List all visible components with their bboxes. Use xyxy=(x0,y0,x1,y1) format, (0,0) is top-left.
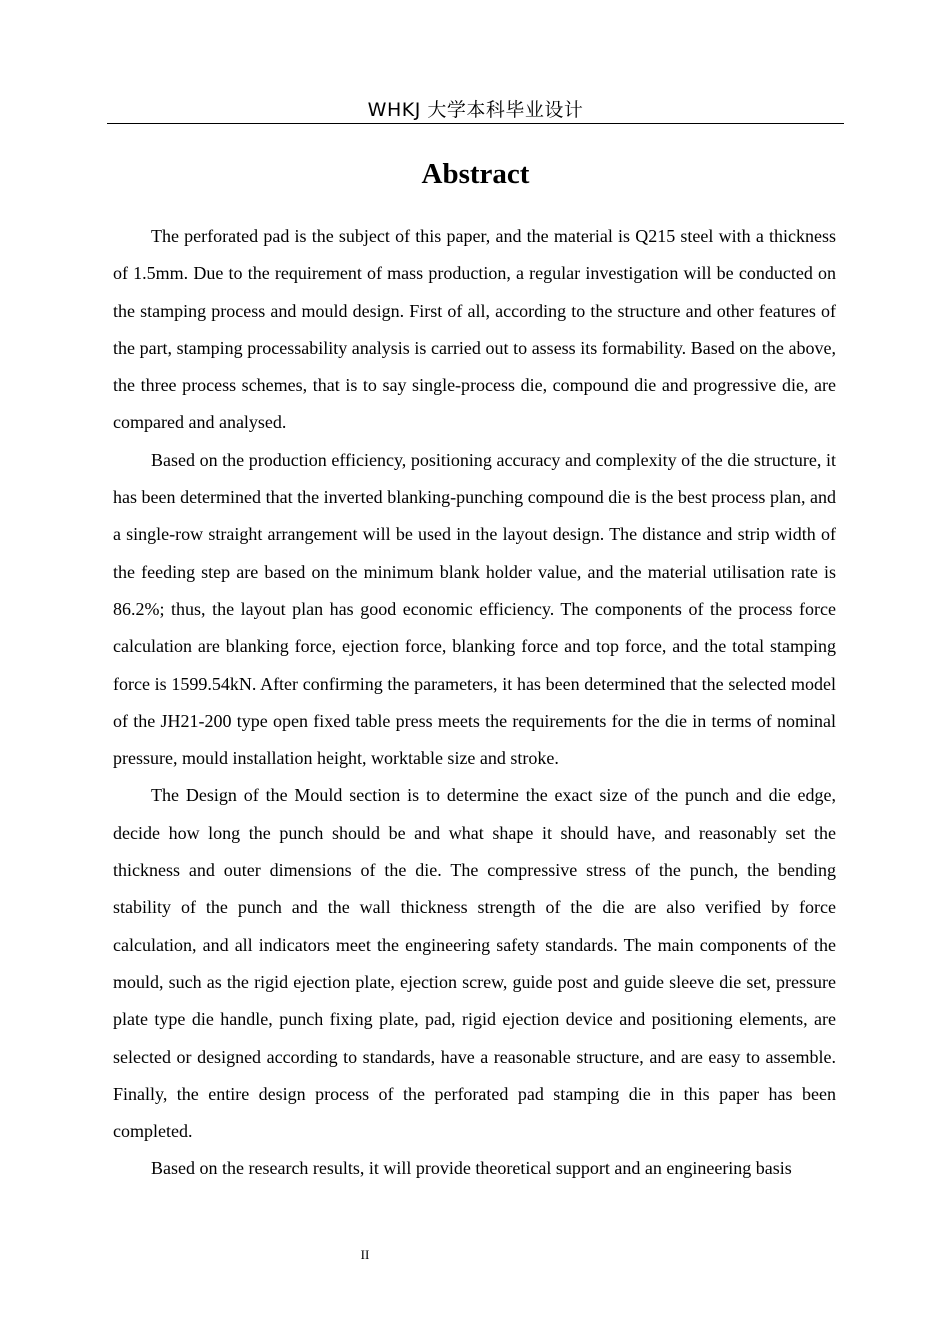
page-number: II xyxy=(360,1247,370,1262)
abstract-paragraph-2: Based on the production efficiency, positioning accuracy and complexity of the die structure, it has been determined that the inverted blanking-punching compound die is the best process plan, and a single-row straight arrangement will be used in the layout design. The distance and strip width of the feeding step are based on the minimum blank holder value, and the material utilisation rate is 86.2%; thus, the layout plan has good economic efficiency. The components of the process force calculation are blanking force, ejection force, blanking force and top force, and the total stamping force is 1599.54kN. After confirming the parameters, it has been determined that the selected model of the JH21-200 type open fixed table press meets the requirements for the die in terms of nominal pressure, mould installation height, worktable size and stroke. xyxy=(113,449,836,769)
header-divider xyxy=(107,123,844,124)
abstract-paragraph-4: Based on the research results, it will provide theoretical support and an engineering basis xyxy=(151,1158,792,1179)
abstract-paragraph-1: The perforated pad is the subject of this paper, and the material is Q215 steel with a thickness of 1.5mm. Due to the requirement of mass production, a regular investigation will be conducted on the stamping process and mould design. First of all, according to the structure and other features of the part, stamping processability analysis is carried out to assess its formability. Based on the above, the three process schemes, that is to say single-process die, compound die and progressive die, are compared and analysed. xyxy=(113,226,836,433)
running-header: WHKJ 大学本科毕业设计 xyxy=(367,99,584,121)
abstract-body xyxy=(113,218,836,1188)
abstract-paragraph-3: The Design of the Mould section is to determine the exact size of the punch and die edge, decide how long the punch should be and what shape it should have, and reasonably set the thickness and outer dimensions of the die. The compressive stress of the punch, the bending stability of the punch and the wall thickness strength of the die are also verified by force calculation, and all indicators meet the engineering safety standards. The main components of the mould, such as the rigid ejection plate, ejection screw, guide post and guide sleeve die set, pressure plate type die handle, punch fixing plate, pad, rigid ejection device and positioning elements, are selected or designed according to standards, have a reasonable structure, and are easy to assemble. Finally, the entire design process of the perforated pad stamping die in this paper has been completed. xyxy=(113,785,836,1142)
page-title: Abstract xyxy=(421,158,530,190)
